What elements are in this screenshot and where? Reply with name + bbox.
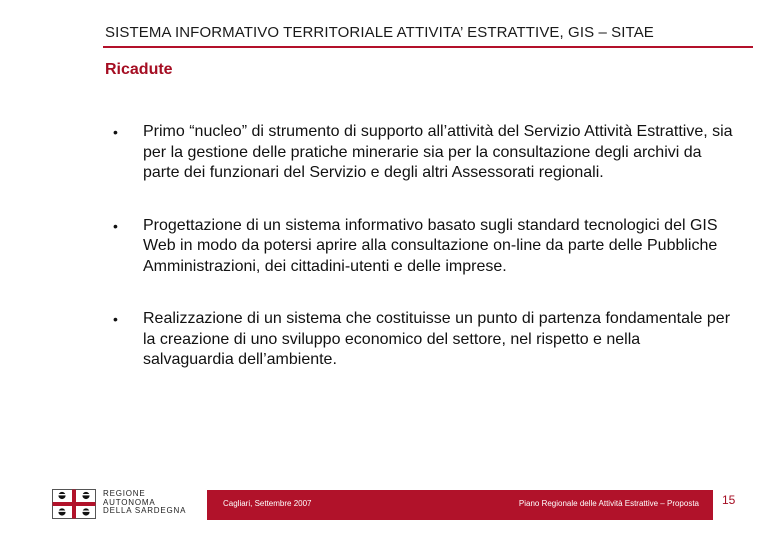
bullet-marker: • <box>113 217 118 234</box>
bullet-marker: • <box>113 124 118 140</box>
organization-line: DELLA SARDEGNA <box>103 506 187 515</box>
bullet-marker: • <box>113 311 118 327</box>
bullet-text: Primo “nucleo” di strumento di supporto all’attività del Servizio Attività Estrattive, sia per la gestione delle pratiche minerarie sia per la consultazione degli archivi da parte dei funzionari del Servizio e degli altri Assessorati regionali. <box>143 123 733 181</box>
sardinia-flag-logo-icon <box>52 489 96 519</box>
footer-plan-title: Piano Regionale delle Attività Estrattive – Proposta <box>518 499 699 508</box>
bullet-item <box>113 309 733 371</box>
header-title: SISTEMA INFORMATIVO TERRITORIALE ATTIVITA’ ESTRATTIVE, GIS – SITAE <box>105 24 654 41</box>
bullet-item <box>113 216 733 278</box>
footer-date: Cagliari, Settembre 2007 <box>223 499 312 508</box>
organization-line: AUTONOMA <box>103 497 156 507</box>
bullet-item <box>113 122 733 184</box>
header-divider <box>103 46 753 48</box>
section-title: Ricadute <box>105 61 173 78</box>
footer-bar <box>207 490 713 520</box>
organization-name <box>103 490 186 516</box>
page-number: 15 <box>722 493 736 507</box>
bullet-text: Realizzazione di un sistema che costituisse un punto di partenza fondamentale per la creazione di uno sviluppo economico del settore, nel rispetto e nella salvaguardia dell’ambiente. <box>143 310 731 368</box>
organization-line: REGIONE <box>103 489 146 498</box>
bullet-text: Progettazione di un sistema informativo basato sugli standard tecnologici del GIS Web in modo da potersi aprire alla consultazione on-line da parte delle Pubbliche Amministrazioni, dei cittadini-utenti e delle imprese. <box>143 216 718 275</box>
bullet-list <box>113 122 733 403</box>
